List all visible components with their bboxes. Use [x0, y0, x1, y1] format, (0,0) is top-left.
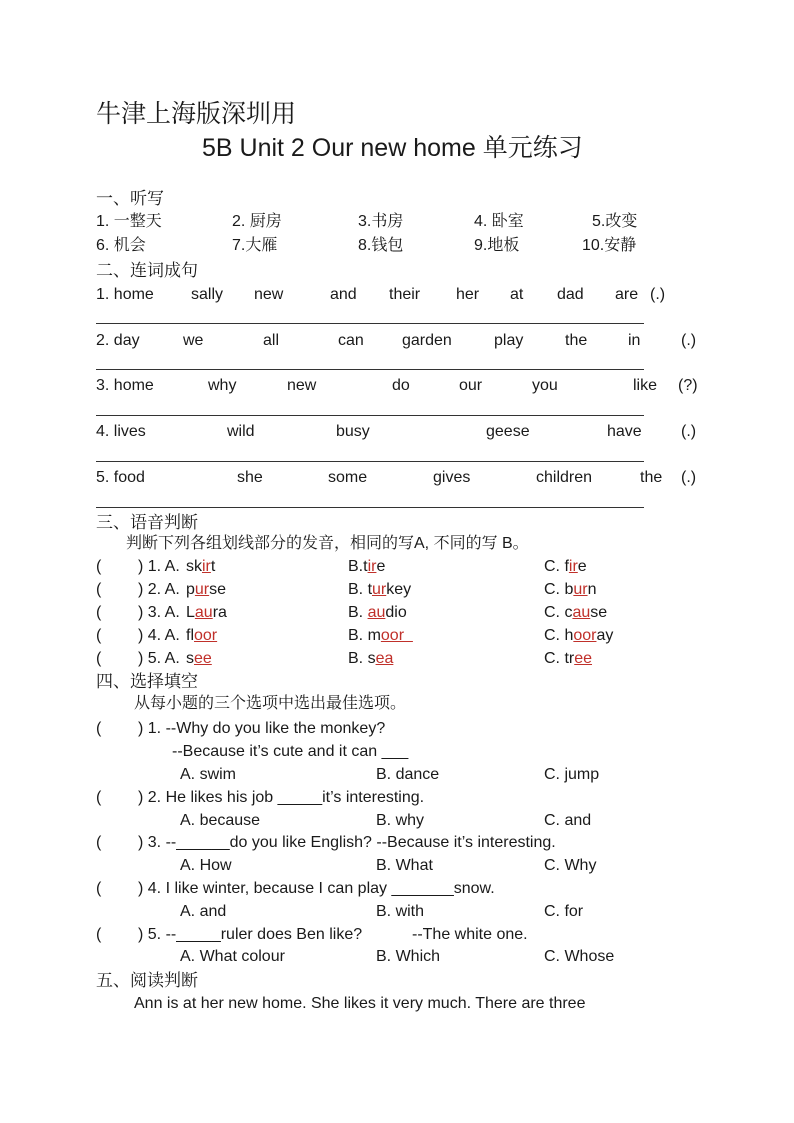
word: have — [607, 423, 642, 440]
word: the — [565, 332, 588, 349]
word: some — [328, 469, 368, 486]
section1-heading: 一、听写 — [96, 189, 164, 208]
word: and — [330, 286, 357, 303]
word: (.) — [681, 332, 697, 349]
section3-instruction: 判断下列各组划线部分的发音，相同的写A, 不同的写 B。 — [126, 535, 529, 552]
dictation-item: 6. 机会 — [96, 237, 146, 254]
option-a: A. and — [180, 903, 227, 920]
section3-heading: 三、语音判断 — [96, 513, 198, 532]
option-b: B. turkey — [348, 581, 412, 598]
word: like — [633, 377, 658, 394]
option-b: B.tire — [348, 558, 386, 575]
option-c: C. Whose — [544, 948, 615, 965]
word: 4. lives — [96, 423, 146, 440]
section4-instruction: 从每小题的三个选项中选出最佳选项。 — [134, 695, 407, 712]
section4-heading: 四、选择填空 — [96, 672, 198, 691]
answer-bracket: ( — [96, 604, 102, 621]
question-number: ) 3. A. — [138, 604, 180, 621]
dictation-item: 5.改变 — [592, 213, 638, 230]
option-b: B. moor — [348, 627, 413, 644]
option-a: Laura — [186, 604, 227, 621]
question-number: ) 5. A. — [138, 650, 180, 667]
word: (.) — [650, 286, 666, 303]
dictation-item: 10.安静 — [582, 237, 637, 254]
word: are — [615, 286, 639, 303]
word: garden — [402, 332, 452, 349]
option-b: B. why — [376, 812, 425, 829]
word: her — [456, 286, 480, 303]
answer-line — [96, 415, 644, 416]
question-text: ) 1. --Why do you like the monkey? — [138, 720, 386, 737]
option-b: B. sea — [348, 650, 394, 667]
word: do — [392, 377, 410, 394]
word: she — [237, 469, 263, 486]
answer-line — [96, 323, 644, 324]
word: all — [263, 332, 280, 349]
dictation-item: 9.地板 — [474, 237, 520, 254]
section2-heading: 二、连词成句 — [96, 261, 198, 280]
word: 3. home — [96, 377, 154, 394]
title-unit: 5B Unit 2 Our new home 单元练习 — [202, 134, 583, 162]
dictation-item: 2. 厨房 — [232, 213, 282, 230]
word: 2. day — [96, 332, 140, 349]
option-c: C. cause — [544, 604, 608, 621]
answer-line — [96, 507, 644, 508]
word: 5. food — [96, 469, 145, 486]
option-a: see — [186, 650, 212, 667]
word: sally — [191, 286, 224, 303]
answer-bracket: ( — [96, 650, 102, 667]
option-a: purse — [186, 581, 227, 598]
option-a: A. How — [180, 857, 232, 874]
word: 1. home — [96, 286, 154, 303]
answer-bracket: ( — [96, 880, 102, 897]
dictation-item: 3.书房 — [358, 213, 404, 230]
option-c: C. Why — [544, 857, 597, 874]
option-c: C. hooray — [544, 627, 614, 644]
option-c: C. jump — [544, 766, 600, 783]
answer-bracket: ( — [96, 581, 102, 598]
word: play — [494, 332, 524, 349]
answer-bracket: ( — [96, 834, 102, 851]
question-number: ) 2. A. — [138, 581, 180, 598]
question-number: ) 1. A. — [138, 558, 180, 575]
word: can — [338, 332, 364, 349]
dictation-item: 4. 卧室 — [474, 213, 524, 230]
question-number: ) 4. A. — [138, 627, 180, 644]
answer-bracket: ( — [96, 627, 102, 644]
answer-bracket: ( — [96, 720, 102, 737]
option-a: A. What colour — [180, 948, 285, 965]
question-text: ) 4. I like winter, because I can play _______snow. — [138, 880, 495, 897]
answer-line — [96, 461, 644, 462]
word: geese — [486, 423, 530, 440]
word: their — [389, 286, 421, 303]
section5-heading: 五、阅读判断 — [96, 971, 198, 990]
reading-text: Ann is at her new home. She likes it very much. There are three — [134, 995, 586, 1012]
word: our — [459, 377, 483, 394]
word: you — [532, 377, 558, 394]
answer-line — [96, 369, 644, 370]
word: new — [254, 286, 284, 303]
option-a: A. because — [180, 812, 261, 829]
option-c: C. and — [544, 812, 592, 829]
question-text: --Because it’s cute and it can ___ — [172, 743, 409, 760]
word: (?) — [678, 377, 698, 394]
answer-bracket: ( — [96, 926, 102, 943]
word: we — [183, 332, 204, 349]
answer-bracket: ( — [96, 789, 102, 806]
option-b: B. What — [376, 857, 433, 874]
option-b: B. Which — [376, 948, 441, 965]
word: dad — [557, 286, 584, 303]
word: why — [208, 377, 237, 394]
question-text: ) 5. --_____ruler does Ben like? — [138, 926, 363, 943]
dictation-item: 1. 一整天 — [96, 213, 162, 230]
option-b: B. with — [376, 903, 425, 920]
word: at — [510, 286, 524, 303]
word: the — [640, 469, 663, 486]
word: in — [628, 332, 641, 349]
question-text: ) 3. --______do you like English? --Because it’s interesting. — [138, 834, 556, 851]
dictation-item: 8.钱包 — [358, 237, 404, 254]
word: wild — [227, 423, 255, 440]
word: new — [287, 377, 317, 394]
option-c: C. for — [544, 903, 584, 920]
option-a: skirt — [186, 558, 216, 575]
title-publisher: 牛津上海版深圳用 — [96, 100, 297, 128]
word: (.) — [681, 423, 697, 440]
word: gives — [433, 469, 471, 486]
option-c: C. burn — [544, 581, 597, 598]
option-c: C. fire — [544, 558, 587, 575]
word: (.) — [681, 469, 697, 486]
question-text: --The white one. — [412, 926, 528, 943]
option-a: A. swim — [180, 766, 236, 783]
option-b: B. audio — [348, 604, 407, 621]
answer-bracket: ( — [96, 558, 102, 575]
option-a: floor — [186, 627, 218, 644]
question-text: ) 2. He likes his job _____it’s interesting. — [138, 789, 425, 806]
word: busy — [336, 423, 370, 440]
option-c: C. tree — [544, 650, 593, 667]
dictation-item: 7.大雁 — [232, 237, 278, 254]
word: children — [536, 469, 593, 486]
option-b: B. dance — [376, 766, 440, 783]
